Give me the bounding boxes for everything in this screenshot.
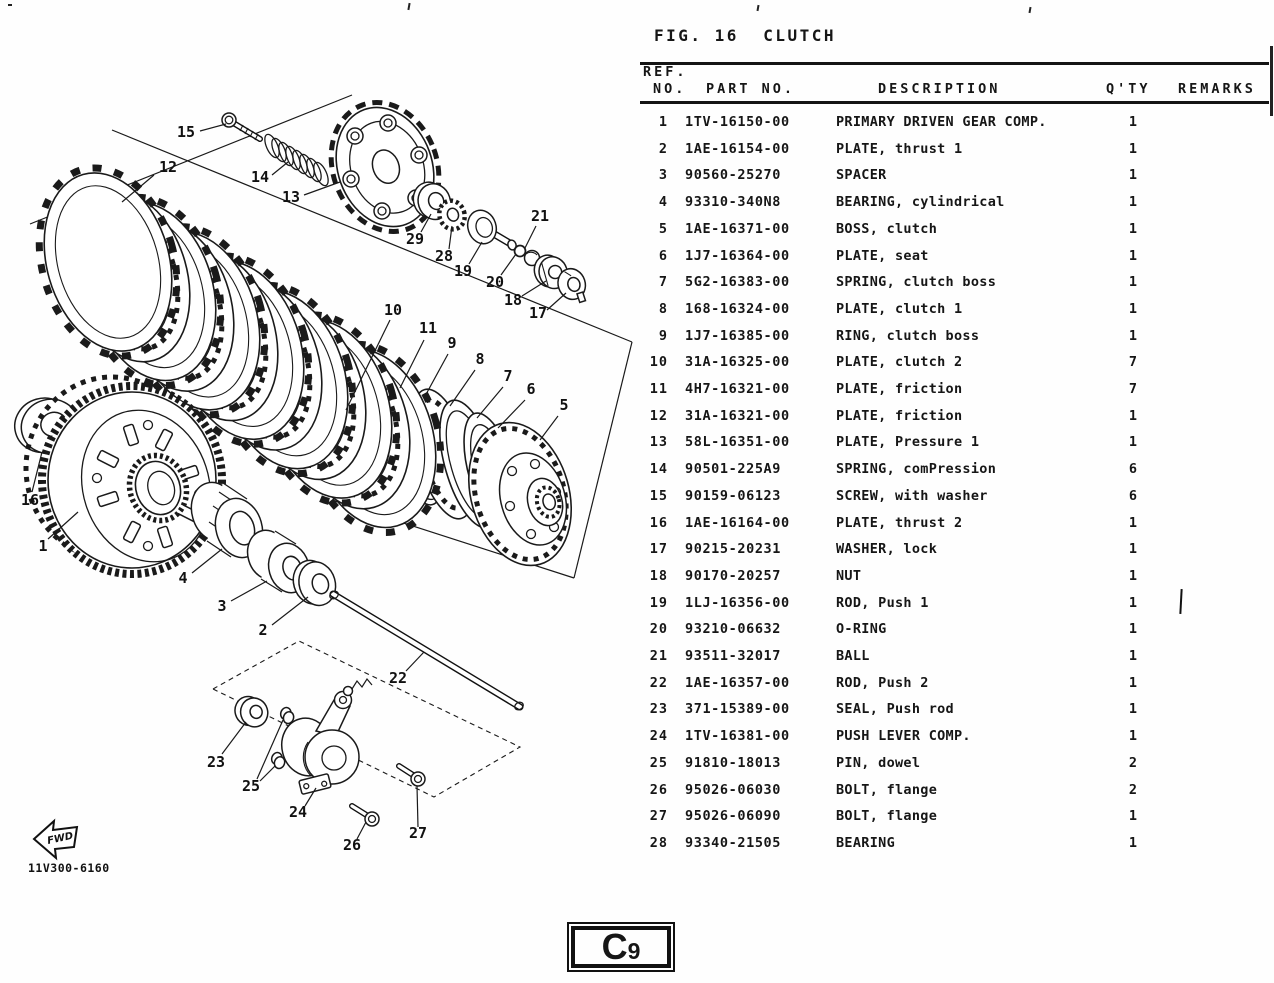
leader-line — [449, 226, 452, 249]
pressure-plate — [314, 87, 457, 247]
cell-part: 90501-225A9 — [685, 461, 782, 478]
cell-desc: WASHER, lock — [836, 541, 938, 558]
cell-desc: PLATE, clutch 2 — [836, 354, 963, 371]
leader-line — [469, 242, 482, 264]
table-rule-top — [640, 62, 1269, 65]
table-row — [640, 563, 1274, 590]
cell-qty: 1 — [1128, 407, 1138, 424]
callout-14: 14 — [250, 168, 270, 186]
callout-9: 9 — [447, 334, 457, 352]
cell-part: 1AE-16371-00 — [685, 220, 790, 237]
cell-part: 93210-06632 — [685, 621, 782, 638]
callout-21: 21 — [530, 207, 550, 225]
table-row — [640, 670, 1274, 697]
table-row — [640, 456, 1274, 483]
cell-ref: 28 — [649, 834, 668, 851]
cell-ref: 14 — [649, 461, 668, 478]
cell-ref: 8 — [658, 300, 668, 317]
cell-qty: 1 — [1128, 728, 1138, 745]
cell-part: 1AE-16357-00 — [685, 674, 790, 691]
leader-line — [257, 720, 283, 779]
callout-26: 26 — [342, 836, 362, 854]
o-ring — [515, 246, 526, 257]
cell-desc: ROD, Push 1 — [836, 594, 929, 611]
callout-8: 8 — [475, 350, 485, 368]
table-row — [640, 643, 1274, 670]
cell-desc: NUT — [836, 567, 862, 584]
header-ref-line1: REF. — [643, 64, 688, 80]
cell-desc: SEAL, Push rod — [836, 701, 954, 718]
table-row — [640, 162, 1274, 189]
cell-part: 1TV-16150-00 — [685, 114, 790, 130]
table-row — [640, 189, 1274, 216]
leader-line — [540, 416, 558, 440]
fwd-label: FWD — [46, 830, 75, 847]
cell-part: 31A-16325-00 — [685, 354, 790, 371]
cell-ref: 1 — [658, 114, 668, 130]
cell-qty: 1 — [1128, 220, 1138, 237]
cell-desc: BALL — [836, 648, 870, 664]
cell-part: 1J7-16364-00 — [685, 247, 790, 264]
callout-18: 18 — [503, 291, 523, 309]
cell-ref: 23 — [649, 701, 668, 718]
cell-part: 31A-16321-00 — [685, 407, 790, 424]
cell-ref: 15 — [649, 487, 668, 504]
callout-1: 1 — [38, 537, 48, 555]
cell-desc: PLATE, friction — [836, 381, 963, 397]
leader-line — [547, 293, 566, 310]
cell-part: 1TV-16381-00 — [685, 728, 790, 745]
compression-spring — [262, 132, 331, 187]
cell-ref: 27 — [649, 808, 668, 825]
cell-qty: 7 — [1128, 354, 1138, 371]
cell-ref: 18 — [649, 567, 668, 584]
table-row — [640, 750, 1274, 777]
figure-title: FIG. 16 CLUTCH — [654, 26, 836, 45]
leader-line — [406, 652, 424, 671]
push-lever-group — [232, 679, 425, 826]
table-row — [640, 616, 1274, 643]
page-label-box — [567, 922, 675, 972]
cell-ref: 3 — [658, 167, 668, 184]
table-row — [640, 349, 1274, 376]
callout-13: 13 — [281, 188, 301, 206]
cell-desc: PLATE, seat — [836, 247, 929, 264]
cell-qty: 1 — [1128, 674, 1138, 691]
cell-part: 1AE-16164-00 — [685, 514, 790, 531]
leader-line — [231, 581, 267, 601]
cell-desc: BEARING — [836, 834, 895, 851]
parts-table — [640, 0, 1274, 983]
cell-desc: BOLT, flange — [836, 808, 938, 825]
cell-desc: PLATE, clutch 1 — [836, 300, 963, 317]
cell-desc: SPRING, comPression — [836, 461, 997, 478]
drawing-code: 11V300-6160 — [28, 861, 110, 875]
cell-qty: 1 — [1128, 194, 1138, 211]
callout-15: 15 — [176, 123, 196, 141]
cell-ref: 22 — [649, 674, 668, 691]
cell-qty: 1 — [1128, 140, 1138, 157]
leader-line — [525, 226, 536, 248]
cell-desc: PIN, dowel — [836, 754, 921, 771]
table-row — [640, 376, 1274, 403]
cell-desc: SPACER — [836, 167, 887, 184]
cell-part: 168-16324-00 — [685, 300, 790, 317]
cell-ref: 17 — [649, 541, 668, 558]
cell-ref: 16 — [649, 514, 668, 531]
cell-part: 91810-18013 — [685, 754, 782, 771]
leader-line — [522, 281, 546, 296]
push-rod-seal — [232, 692, 272, 732]
table-row — [640, 483, 1274, 510]
callout-2: 2 — [258, 621, 268, 639]
cell-desc: BOLT, flange — [836, 781, 938, 798]
cell-ref: 26 — [649, 781, 668, 798]
cell-ref: 24 — [649, 728, 668, 745]
cell-desc: PLATE, Pressure 1 — [836, 434, 980, 451]
cell-qty: 1 — [1128, 434, 1138, 451]
header-remarks: REMARKS — [1178, 81, 1256, 97]
table-row — [640, 243, 1274, 270]
cell-qty: 1 — [1128, 327, 1138, 344]
table-row — [640, 323, 1274, 350]
push-rod-1 — [463, 207, 517, 251]
table-rule-bottom — [640, 101, 1269, 104]
table-row — [640, 830, 1274, 857]
clutch-exploded-diagram — [0, 0, 650, 900]
cell-part: 1J7-16385-00 — [685, 327, 790, 344]
table-row — [640, 403, 1274, 430]
callout-29: 29 — [405, 230, 425, 248]
cell-qty: 1 — [1128, 594, 1138, 611]
cell-part: 4H7-16321-00 — [685, 381, 790, 397]
table-row — [640, 269, 1274, 296]
leader-line — [200, 124, 226, 131]
cell-desc: O-RING — [836, 621, 887, 638]
cell-ref: 5 — [658, 220, 668, 237]
cell-ref: 7 — [658, 274, 668, 291]
cell-qty: 1 — [1128, 701, 1138, 718]
cell-desc: SPRING, clutch boss — [836, 274, 997, 291]
table-row — [640, 723, 1274, 750]
cell-part: 5G2-16383-00 — [685, 274, 790, 291]
table-row — [640, 803, 1274, 830]
cell-part: 371-15389-00 — [685, 701, 790, 718]
cell-desc: PLATE, thrust 1 — [836, 140, 963, 157]
leader-line — [477, 387, 503, 418]
header-ref-line2: NO. — [653, 81, 687, 97]
cell-ref: 10 — [649, 354, 668, 371]
cell-qty: 6 — [1128, 461, 1138, 478]
cell-ref: 25 — [649, 754, 668, 771]
cell-ref: 9 — [658, 327, 668, 344]
callout-25: 25 — [241, 777, 261, 795]
cell-qty: 1 — [1128, 300, 1138, 317]
cell-qty: 2 — [1128, 781, 1138, 798]
cell-ref: 20 — [649, 621, 668, 638]
cell-desc: PUSH LEVER COMP. — [836, 728, 971, 745]
cell-part: 58L-16351-00 — [685, 434, 790, 451]
leader-line — [417, 786, 418, 827]
callout-23: 23 — [206, 753, 226, 771]
leader-line — [32, 452, 42, 492]
cell-ref: 21 — [649, 648, 668, 664]
push-lever — [276, 679, 372, 794]
callout-4: 4 — [178, 569, 188, 587]
cell-ref: 2 — [658, 140, 668, 157]
cell-ref: 12 — [649, 407, 668, 424]
header-description: DESCRIPTION — [878, 81, 1001, 97]
callout-22: 22 — [388, 669, 408, 687]
cell-qty: 6 — [1128, 487, 1138, 504]
cell-qty: 1 — [1128, 567, 1138, 584]
cell-part: 90560-25270 — [685, 167, 782, 184]
cell-ref: 13 — [649, 434, 668, 451]
cell-desc: RING, clutch boss — [836, 327, 980, 344]
cell-qty: 7 — [1128, 381, 1138, 397]
table-row — [640, 510, 1274, 537]
leader-line — [450, 370, 475, 406]
fwd-arrow — [34, 821, 77, 858]
cell-part: 90215-20231 — [685, 541, 782, 558]
cell-qty: 1 — [1128, 621, 1138, 638]
page-label-inner — [571, 926, 671, 968]
cell-qty: 1 — [1128, 114, 1138, 130]
table-row — [640, 296, 1274, 323]
cell-qty: 1 — [1128, 541, 1138, 558]
cell-desc: SCREW, with washer — [836, 487, 988, 504]
table-row — [640, 136, 1274, 163]
cell-desc: PLATE, friction — [836, 407, 963, 424]
cell-qty: 1 — [1128, 648, 1138, 664]
cell-part: 95026-06090 — [685, 808, 782, 825]
cell-desc: BEARING, cylindrical — [836, 194, 1005, 211]
callout-24: 24 — [288, 803, 308, 821]
callout-28: 28 — [434, 247, 454, 265]
table-row — [640, 216, 1274, 243]
table-row — [640, 696, 1274, 723]
cell-qty: 1 — [1128, 834, 1138, 851]
callout-10: 10 — [383, 301, 403, 319]
cell-desc: PLATE, thrust 2 — [836, 514, 963, 531]
cell-part: 93340-21505 — [685, 834, 782, 851]
page-label: C9 — [601, 926, 641, 967]
cell-part: 95026-06030 — [685, 781, 782, 798]
callout-27: 27 — [408, 824, 428, 842]
callout-6: 6 — [526, 380, 536, 398]
cell-ref: 11 — [649, 381, 668, 397]
screw-with-washer — [222, 113, 260, 140]
cell-ref: 4 — [658, 194, 668, 211]
leader-line — [272, 162, 288, 175]
callout-12: 12 — [158, 158, 178, 176]
cell-qty: 1 — [1128, 514, 1138, 531]
callout-7: 7 — [503, 367, 513, 385]
leader-line — [192, 549, 222, 573]
cell-desc: PRIMARY DRIVEN GEAR COMP. — [836, 114, 1047, 130]
flange-bolt-27 — [399, 766, 425, 786]
cell-qty: 1 — [1128, 274, 1138, 291]
table-row — [640, 777, 1274, 804]
cell-part: 90170-20257 — [685, 567, 782, 584]
leader-line — [272, 597, 308, 625]
cell-qty: 1 — [1128, 247, 1138, 264]
cell-part: 1LJ-16356-00 — [685, 594, 790, 611]
cell-qty: 1 — [1128, 167, 1138, 184]
cell-ref: 19 — [649, 594, 668, 611]
table-row — [640, 536, 1274, 563]
callout-5: 5 — [559, 396, 569, 414]
callout-3: 3 — [217, 597, 227, 615]
table-row — [640, 109, 1274, 136]
cell-qty: 2 — [1128, 754, 1138, 771]
cell-desc: ROD, Push 2 — [836, 674, 929, 691]
cell-part: 93511-32017 — [685, 648, 782, 664]
cell-ref: 6 — [658, 247, 668, 264]
cell-part: 90159-06123 — [685, 487, 782, 504]
leader-line — [501, 254, 516, 275]
table-row — [640, 429, 1274, 456]
cell-desc: BOSS, clutch — [836, 220, 938, 237]
callout-17: 17 — [528, 304, 548, 322]
header-qty: Q'TY — [1106, 81, 1151, 97]
callout-11: 11 — [418, 319, 438, 337]
cell-part: 1AE-16154-00 — [685, 140, 790, 157]
callout-16: 16 — [20, 491, 40, 509]
push-rod-2 — [328, 590, 524, 712]
leader-line — [222, 722, 246, 754]
cell-part: 93310-340N8 — [685, 194, 782, 211]
callout-19: 19 — [453, 262, 473, 280]
header-part-no: PART NO. — [706, 81, 796, 97]
cell-qty: 1 — [1128, 808, 1138, 825]
callout-20: 20 — [485, 273, 505, 291]
